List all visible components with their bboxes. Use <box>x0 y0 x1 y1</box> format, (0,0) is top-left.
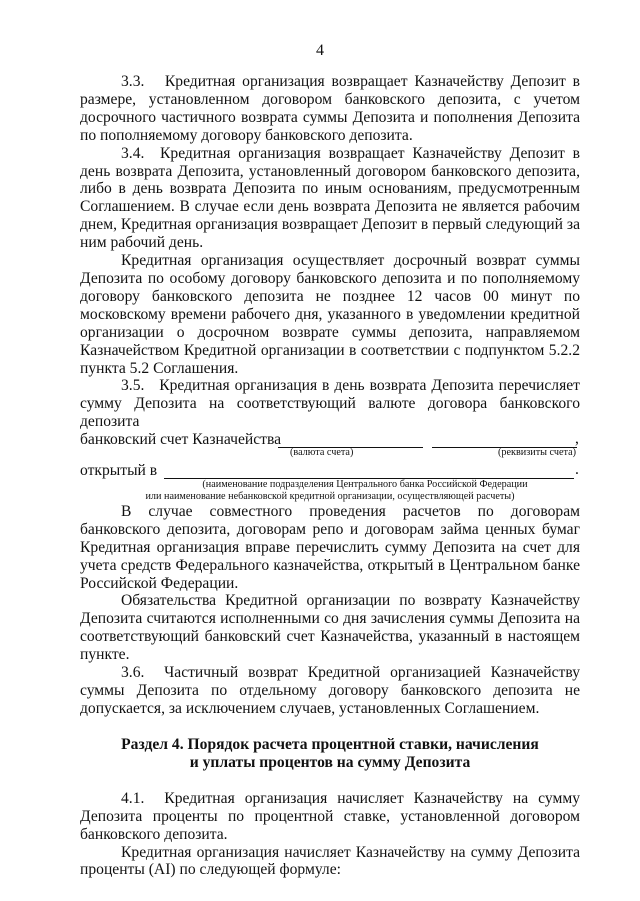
caption-branch-line-1: (наименование подразделения Центрального банка Российской Федерации <box>202 478 528 490</box>
period-mark: . <box>575 461 579 479</box>
caption-currency: (валюта счета) <box>290 447 354 459</box>
paragraph-3-4-early-return: Кредитная организация осуществляет досрочный возврат суммы Депозита по особому договору банковского депозита и по пополняемому договору банковского депозита не позднее 12 часов 00 минут по московскому времени рабочего дня, указанного в уведомлении кредитной организации о досрочном возврате суммы депозита, направляемом Казначейством Кредитной организации в соответствии с подпунктом 5.2.2 пункта 5.2 Соглашения. <box>80 252 580 377</box>
section-4-title-line-1: Раздел 4. Порядок расчета процентной ставки, начисления <box>121 735 539 753</box>
caption-branch-line-2: или наименование небанковской кредитной организации, осуществляющей расчеты) <box>145 490 515 502</box>
opened-in-line <box>80 462 580 480</box>
page-number: 4 <box>316 42 324 59</box>
paragraph-3-4: 3.4. Кредитная организация возвращает Казначейству Депозит в день возврата Депозита, установленный договором банковского депозита, либо в день возврата Депозита по иным основаниям, предусмотренным Соглашением. В случае если день возврата Депозита не является рабочим днем, Кредитная организация возвращает Депозит в первый следующий за ним рабочий день. <box>80 144 580 252</box>
paragraph-4-1-formula-intro: Кредитная организация начисляет Казначейству на сумму Депозита проценты (AI) по следующей формуле: <box>80 843 580 879</box>
opened-in-label: открытый в <box>80 462 158 480</box>
paragraph-3-5: 3.5. Кредитная организация в день возврата Депозита перечисляет сумму Депозита на соответствующий валюте договора банковского депозита <box>80 377 580 431</box>
paragraph-4-1: 4.1. Кредитная организация начисляет Казначейству на сумму Депозита проценты по процентной ставке, установленной договором банковского депозита. <box>80 789 580 843</box>
paragraph-3-3: 3.3. Кредитная организация возвращает Казначейству Депозит в размере, установленном договором банковского депозита, с учетом досрочного частичного возврата суммы Депозита и пополнения Депозита по пополняемому договору банковского депозита. <box>80 73 580 144</box>
section-4-title-line-2: и уплаты процентов на сумму Депозита <box>189 753 471 771</box>
comma-mark: , <box>575 430 579 448</box>
paragraph-3-5-obligations: Обязательства Кредитной организации по возврату Казначейству Депозита считаются исполненными со дня зачисления суммы Депозита на соответствующий банковский счет Казначейства, указанный в настоящем пункте. <box>80 592 580 664</box>
treasury-account-label: банковский счет Казначейства <box>80 431 282 449</box>
paragraph-3-5-joint-settlement: В случае совместного проведения расчетов по договорам банковского депозита, договорам репо и договорам займа ценных бумаг Кредитная организация вправе перечислить сумму Депозита на счет для учета средств Федерального казначейства, открытый в Центральном банке Российской Федерации. <box>80 502 580 592</box>
branch-blank-line <box>164 478 574 479</box>
paragraph-3-6: 3.6. Частичный возврат Кредитной организацией Казначейству суммы Депозита по отдельному договору банковского депозита не допускается, за исключением случаев, установленных Соглашением. <box>80 664 580 717</box>
account-captions <box>80 449 580 462</box>
caption-requisites: (реквизиты счета) <box>498 447 576 459</box>
document-body <box>80 73 580 879</box>
